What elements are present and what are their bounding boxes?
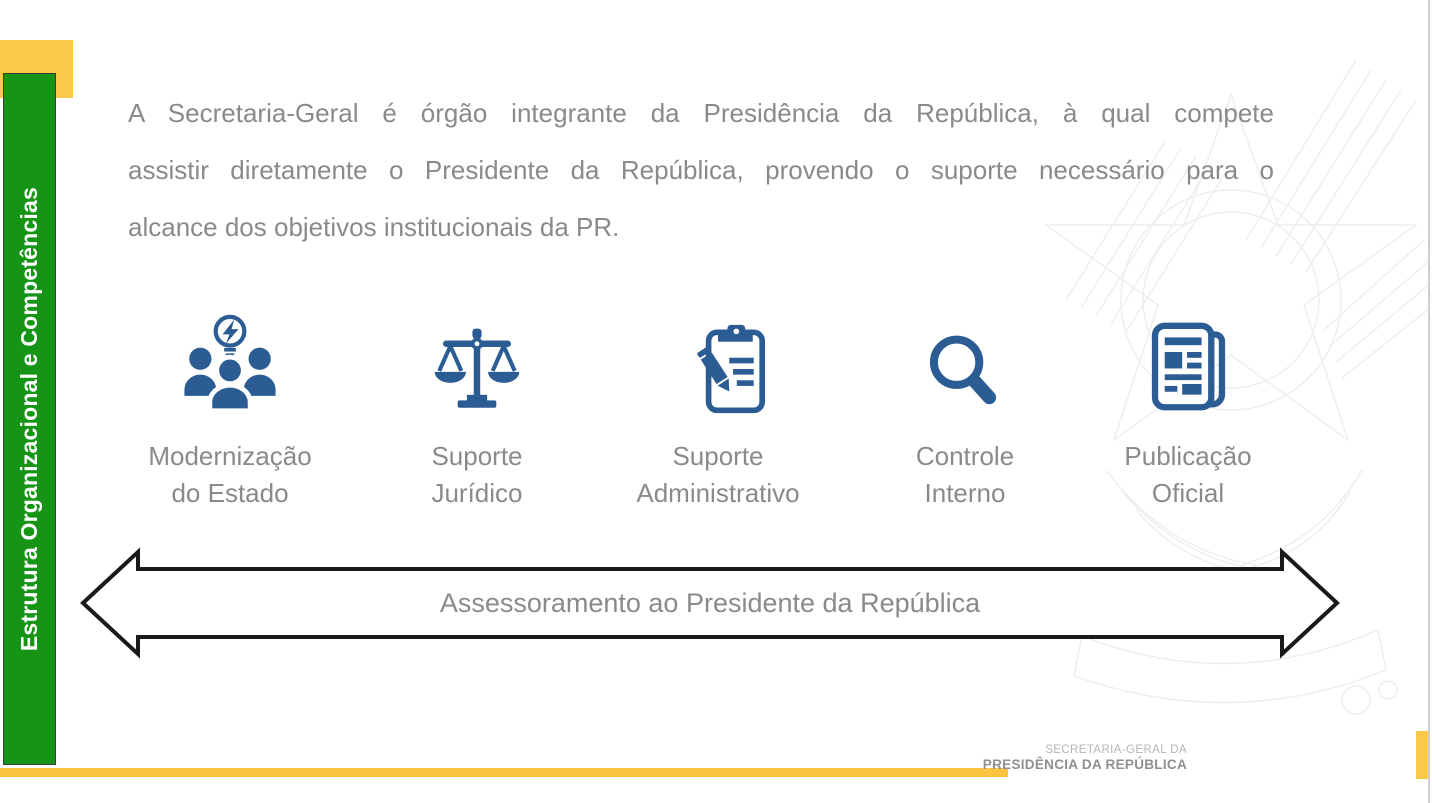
bottom-yellow-bar <box>0 768 1008 777</box>
people-lightbulb-icon <box>120 300 340 416</box>
section-title-bar <box>3 73 56 765</box>
intro-line-2: assistir diretamente o Presidente da República, provendo o suporte necessário para o <box>128 155 1274 185</box>
competency-suporte-juridico <box>367 300 587 512</box>
competency-label: Suporte Jurídico <box>431 441 523 508</box>
competency-label: Publicação Oficial <box>1124 441 1252 508</box>
scales-of-justice-icon <box>367 300 587 416</box>
intro-line-3: alcance dos objetivos institucionais da PR. <box>128 212 620 242</box>
competency-suporte-administrativo <box>608 300 828 512</box>
competency-label: Modernização do Estado <box>148 441 312 508</box>
org-name-line2: PRESIDÊNCIA DA REPÚBLICA <box>982 756 1187 772</box>
newspaper-icon <box>1078 300 1298 416</box>
assessoramento-arrow <box>80 546 1340 660</box>
competency-controle-interno <box>855 300 1075 512</box>
intro-paragraph <box>128 85 1274 256</box>
slide-right-border <box>1428 0 1430 803</box>
arrow-label: Assessoramento ao Presidente da República <box>439 588 981 618</box>
competency-label: Controle Interno <box>915 441 1015 508</box>
competency-publicacao-oficial <box>1078 300 1298 512</box>
competency-label: Suporte Administrativo <box>636 441 800 508</box>
magnifying-glass-icon <box>855 300 1075 416</box>
org-name-line1: SECRETARIA-GERAL DA <box>1045 744 1187 756</box>
clipboard-pencil-icon <box>608 300 828 416</box>
section-title: Estrutura Organizacional e Competências <box>16 186 42 652</box>
competency-modernizacao <box>120 300 340 512</box>
intro-line-1: A Secretaria-Geral é órgão integrante da Presidência da República, à qual compete <box>128 98 1274 128</box>
org-logo <box>905 744 1187 772</box>
